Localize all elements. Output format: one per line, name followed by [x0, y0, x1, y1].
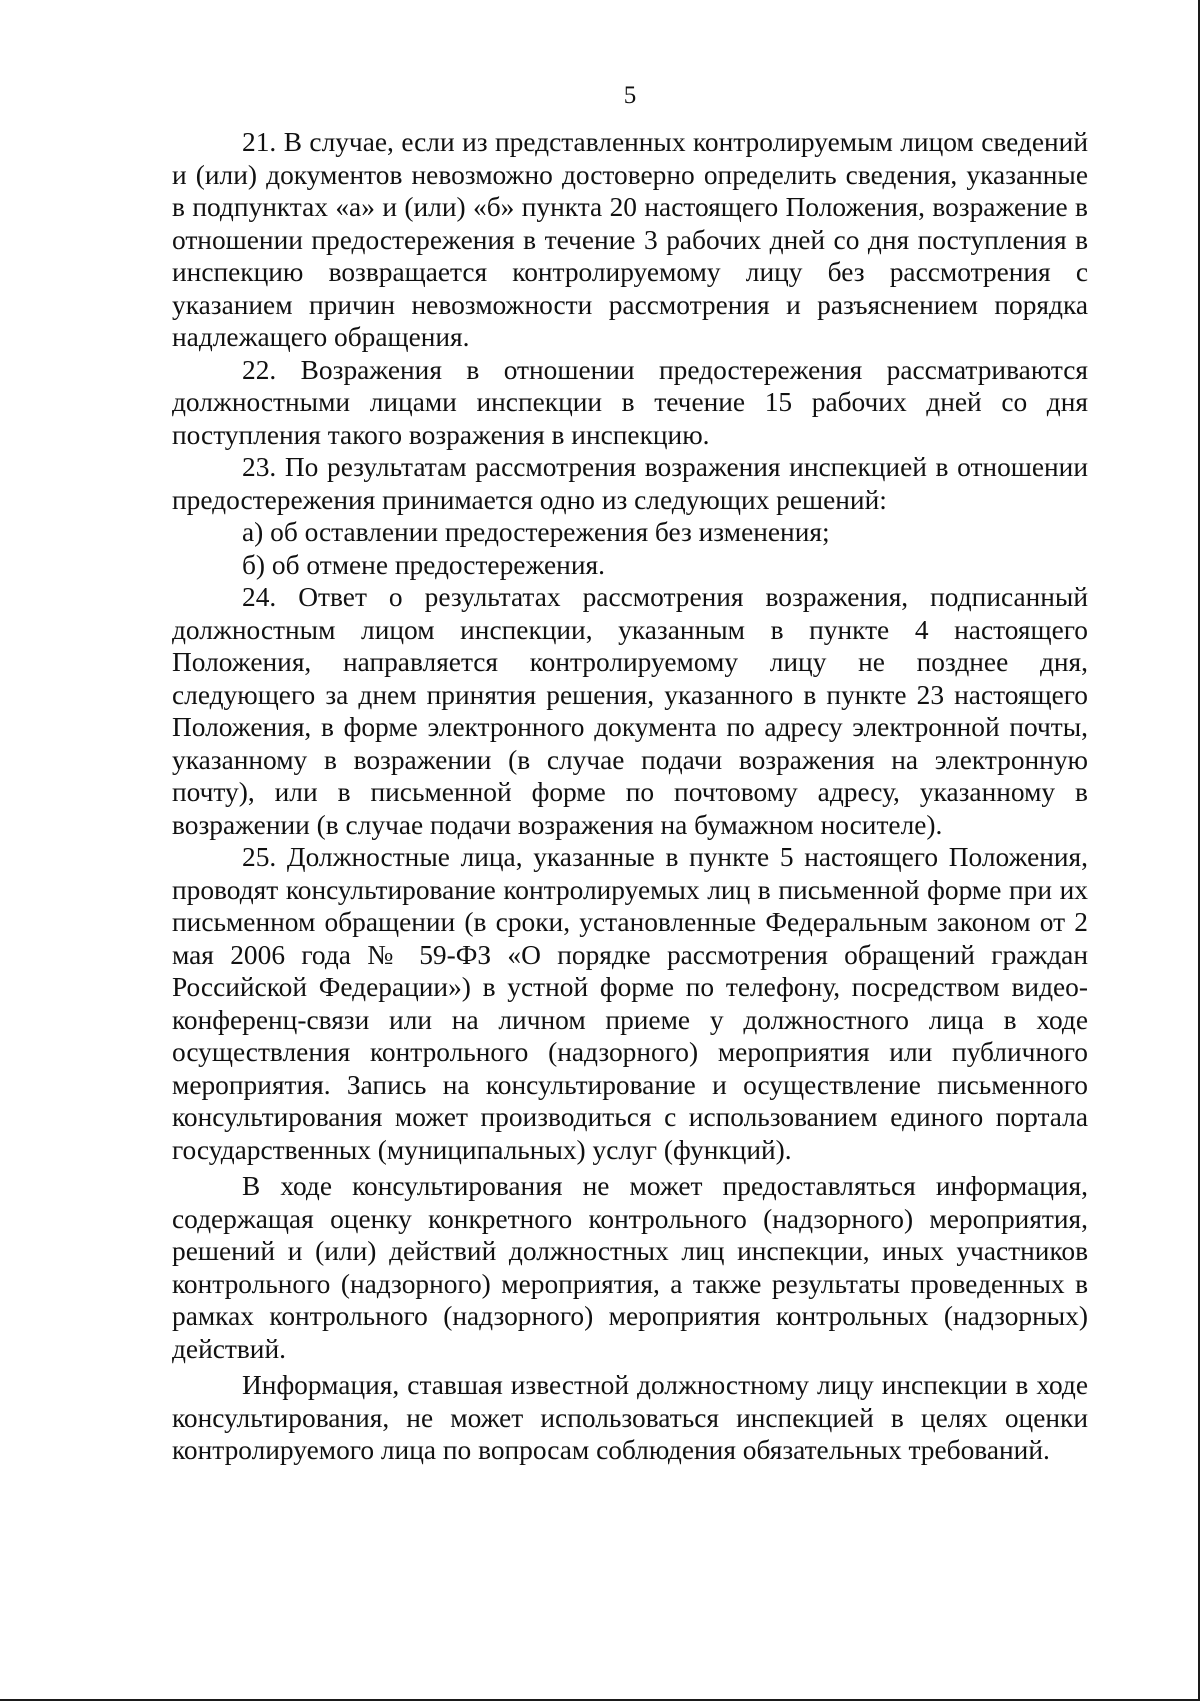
paragraph-25: 25. Должностные лица, указанные в пункте 5 настоящего Положения, проводят консультирование контролируемых лиц в письменной форме при их письменном обращении (в сроки, установленные Федеральным законом от 2 мая 2006 года № 59-ФЗ «О порядке рассмотрения обращений граждан Российской Федерации») в устной форме по телефону, посредством видео-конференц-связи или на личном приеме у должностного лица в ходе осуществления контрольного (надзорного) мероприятия или публичного мероприятия. Запись на консультирование и осуществление письменного консультирования может производиться с использованием единого портала государственных (муниципальных) услуг (функций).	[172, 842, 1088, 1165]
document-body	[172, 126, 1088, 1467]
paragraph-22: 22. Возражения в отношении предостережения рассматриваются должностными лицами инспекции в течение 15 рабочих дней со дня поступления такого возражения в инспекцию.	[172, 354, 1088, 450]
paragraph-21: 21. В случае, если из представленных контролируемым лицом сведений и (или) документов невозможно достоверно определить сведения, указанные в подпунктах «а» и (или) «б» пункта 20 настоящего Положения, возражение в отношении предостережения в течение 3 рабочих дней со дня поступления в инспекцию возвращается контролируемому лицу без рассмотрения с указанием причин невозможности рассмотрения и разъяснением порядка надлежащего обращения.	[172, 127, 1088, 352]
paragraph-23-item-a: а) об оставлении предостережения без изменения;	[242, 517, 830, 547]
page-number: 5	[623, 82, 637, 109]
paragraph-consultation-limits: В ходе консультирования не может предоставляться информация, содержащая оценку конкретного контрольного (надзорного) мероприятия, решений и (или) действий должностных лиц инспекции, иных участников контрольного (надзорного) мероприятия, а также результаты проведенных в рамках контрольного (надзорного) мероприятия контрольных (надзорных) действий.	[172, 1171, 1088, 1364]
paragraph-consultation-information: Информация, ставшая известной должностному лицу инспекции в ходе консультирования, не может использоваться инспекцией в целях оценки контролируемого лица по вопросам соблюдения обязательных требований.	[172, 1370, 1088, 1465]
paragraph-23: 23. По результатам рассмотрения возражения инспекцией в отношении предостережения принимается одно из следующих решений:	[172, 452, 1088, 515]
paragraph-24: 24. Ответ о результатах рассмотрения возражения, подписанный должностным лицом инспекции, указанным в пункте 4 настоящего Положения, направляется контролируемому лицу не позднее дня, следующего за днем принятия решения, указанного в пункте 23 настоящего Положения, в форме электронного документа по адресу электронной почты, указанному в возражении (в случае подачи возражения на электронную почту), или в письменной форме по почтовому адресу, указанному в возражении (в случае подачи возражения на бумажном носителе).	[172, 582, 1088, 840]
paragraph-23-item-b: б) об отмене предостережения.	[242, 549, 605, 580]
